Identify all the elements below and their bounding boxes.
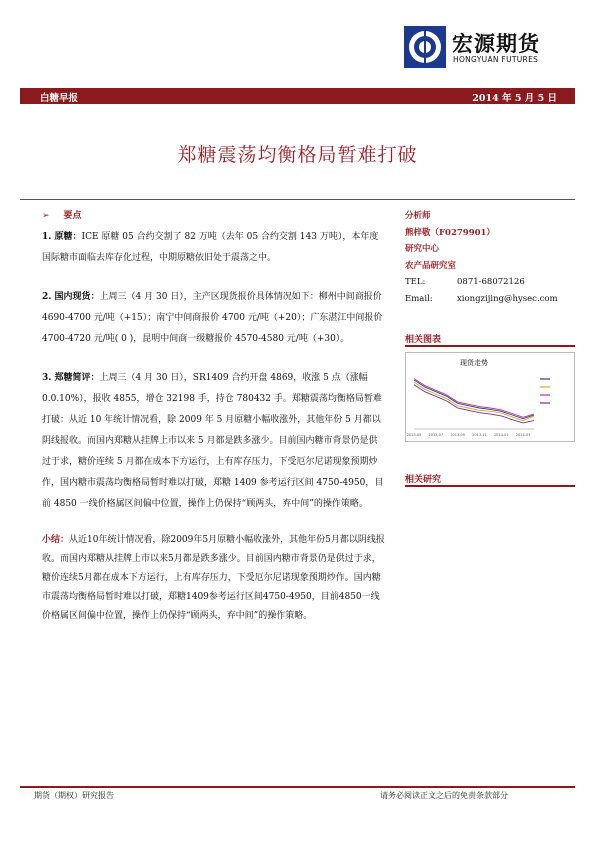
- point-text: 上周三（4 月 30 日），SR1409 合约开盘 4869，收涨 5 点（涨幅 0.0.10%），报收 4855，增仓 32198 手，持仓 780432 手。郑糖震荡均衡格局暂难打破：从近 10 年统计情况看，除 2009 年 5 月原糖小幅收涨外，其他年份 5 月都以阴线报收。而国内郑糖从挂牌上市以来 5 月都是跌多涨少。目前国内糖市背景仍是供过于求，糖价连续 5 月都在成本下方运行，上有库存压力，下受厄尔尼诺现象预期炒作，国内糖市震荡均衡格局暂时难以打破，郑糖 1409 参考运行区间 4750-4950，目前 4850 一线价格属区间偏中位置，操作上仍保持“顾两头，弃中间”的操作策略。: [42, 373, 384, 509]
- point-domestic-spot: [42, 287, 385, 350]
- footer-disclaimer-note: 请务必阅读正文之后的免责条款部分: [380, 791, 508, 800]
- section-head-key-points: ➢ 要点: [42, 211, 82, 221]
- email-value[interactable]: xiongzijing@hysec.com: [457, 293, 558, 304]
- chart-title: 现货走势: [460, 359, 488, 367]
- spot-price-chart: [405, 352, 575, 442]
- x-tick-label: 2013-07: [428, 433, 444, 437]
- x-tick-label: 2013-11: [472, 433, 487, 437]
- x-tick-label: 2014-03: [515, 433, 531, 437]
- analyst-name: 熊梓敬（F0279901）: [405, 227, 495, 238]
- point-text: ICE 原糖 05 合约交割了 82 万吨（去年 05 合约交割 143 万吨），本年度国际糖市面临去库存化过程，中期原糖依旧处于震荡之中。: [42, 232, 379, 263]
- brand-mark-icon: [404, 26, 446, 68]
- related-charts-head: 相关图表: [405, 332, 575, 347]
- summary: [42, 531, 385, 626]
- point-label: 1. 原糖：: [42, 232, 82, 242]
- dept-agri-research: 农产品研究室: [405, 260, 457, 271]
- email-row: [405, 291, 575, 308]
- point-label: 2. 国内现货：: [42, 292, 100, 302]
- related-research-head: 相关研究: [405, 472, 575, 487]
- dept-research-center: 研究中心: [405, 244, 440, 254]
- footer-report-category: 期货（期权）研究报告: [34, 791, 114, 800]
- report-type: 白糖早报: [40, 93, 79, 104]
- brand-logo: [404, 26, 574, 70]
- spot-price-chart-svg: [406, 353, 574, 441]
- report-header-bar: [20, 88, 575, 104]
- title-divider: [20, 199, 575, 200]
- analyst-sidebar: [405, 208, 575, 307]
- brand-name-cn: 宏源期货: [452, 32, 540, 56]
- point-zhengzhou-review: [42, 368, 385, 515]
- tel-label: TEL:: [405, 277, 426, 287]
- analyst-head: 分析师: [405, 211, 431, 221]
- point-raw-sugar: [42, 227, 385, 269]
- point-label: 3. 郑糖简评：: [42, 373, 100, 383]
- email-label: Email:: [405, 293, 433, 304]
- summary-text: 从近10年统计情况看，除2009年5月原糖小幅收涨外，其他年份5月都以阴线报收。而国内郑糖从挂牌上市以来5月都是跌多涨少。目前国内糖市背景仍是供过于求，糖价连续5月都在成本下方运行，上有库存压力，下受厄尔尼诺现象预期炒作。国内糖市震荡均衡格局暂时难以打破，郑糖1409参考运行区间4750-4950，目前4850一线价格属区间偏中位置，操作上仍保持“顾两头，弃中间”的操作策略。: [42, 535, 385, 621]
- brand-name-en: HONGYUAN FUTURES: [453, 55, 539, 64]
- tel-value: 0871-68072126: [457, 277, 525, 287]
- x-tick-label: 2013-05: [406, 433, 422, 437]
- point-text: 上周三（4 月 30 日），主产区现货报价具体情况如下：柳州中间商报价 4690-4700 元/吨（+15）；南宁中间商报价 4700 元/吨（+20）；广东湛江中间报价 4700-4720 元/吨( 0 )，昆明中间商一级糖报价 4570-4580 元/吨（+30）。: [42, 292, 383, 344]
- x-tick-label: 2014-01: [493, 433, 509, 437]
- summary-label: 小结：: [42, 535, 70, 545]
- main-content: [42, 206, 385, 626]
- series-line-0: [414, 380, 534, 419]
- x-tick-label: 2013-09: [450, 433, 465, 437]
- arrow-bullet-icon: ➢: [42, 211, 50, 221]
- footer-divider: [20, 786, 575, 788]
- report-date: 2014 年 5 月 5 日: [472, 93, 557, 104]
- page-title: 郑糖震荡均衡格局暂难打破: [177, 144, 418, 166]
- tel-row: [405, 274, 575, 291]
